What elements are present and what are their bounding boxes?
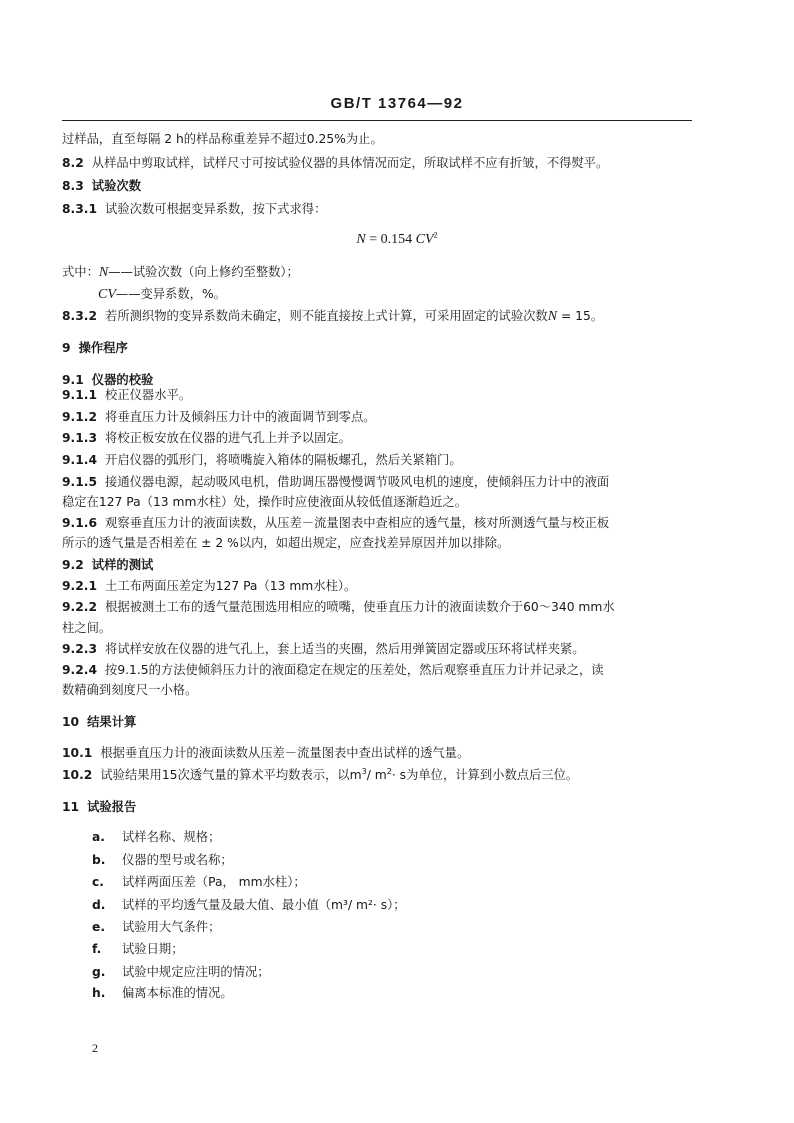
clause-text: 数精确到刻度尺一小格。 [62,683,198,697]
clause-number: 9.1.6 [62,516,98,530]
list-text: 试验中规定应注明的情况； [122,965,270,979]
list-text: 仪器的型号或名称； [122,853,233,867]
clause-9-1 [62,372,692,388]
clause-text: 观察垂直压力计的液面读数，从压差－流量图表中查相应的透气量，核对所测透气量与校正板 [105,516,610,530]
clause-text: 将垂直压力计及倾斜压力计中的液面调节到零点。 [105,410,376,424]
clause-10-1 [62,745,692,761]
clause-number: 10.1 [62,746,93,760]
list-text: 试样两面压差（Pa， mm水柱）； [122,875,306,889]
clause-number: 9.2 [62,558,84,572]
clause-text: 试验次数可根据变异系数，按下式求得： [105,202,327,216]
where-n-desc: ——试验次数（向上修约至整数）； [108,265,299,279]
list-letter: a. [92,830,105,844]
clause-9-2-4 [62,662,692,678]
formula-exponent: 2 [433,230,438,240]
sample-count-formula [0,232,794,248]
report-item-a [92,829,220,845]
report-item-e [92,919,220,935]
standard-code-header: GB/T 13764—92 [330,95,464,112]
clause-text: 稳定在127 Pa（13 mm水柱）处，操作时应使液面从较低值逐渐趋近之。 [62,495,468,509]
clause-text: 根据被测土工布的透气量范围选用相应的喷嘴，使垂直压力计的液面读数介于60～340 mm水 [105,600,615,614]
formula-where-n [62,264,692,281]
section-number: 9 [62,341,71,355]
where-cv-symbol: CV [98,287,116,302]
list-letter: e. [92,920,106,934]
report-item-f [92,941,184,957]
text-line [62,131,692,147]
clause-number: 9.1.3 [62,431,98,445]
clause-10-2 [62,767,692,783]
unit-exponent: 2 [386,766,392,776]
clause-text: 按9.1.5的方法使倾斜压力计的液面稳定在规定的压差处，然后观察垂直压力计并记录之，读 [105,663,604,677]
list-text: 试验用大气条件； [122,920,221,934]
list-letter: d. [92,898,106,912]
section-title: 试验报告 [87,800,137,814]
section-title: 结果计算 [87,715,137,729]
clause-8-3 [62,178,692,194]
clause-text: 将校正板安放在仪器的进气孔上并予以固定。 [105,431,351,445]
clause-9-1-3 [62,430,692,446]
clause-symbol: N [547,309,558,324]
clause-9-1-5 [62,474,692,490]
list-letter: f. [92,942,102,956]
clause-number: 9.2.1 [62,579,98,593]
clause-heading: 仪器的校验 [91,373,154,387]
list-text: 试验日期； [122,942,184,956]
formula-where-cv [98,286,728,303]
list-text: 偏离本标准的情况。 [122,986,233,1000]
clause-text-post: · s为单位，计算到小数点后三位。 [391,768,579,782]
line-text: 过样品，直至每隔 2 h的样品称重差异不超过0.25%为止。 [62,132,383,146]
header-rule [62,120,692,121]
clause-text-pre: 试验结果用15次透气量的算术平均数表示，以m [100,768,362,782]
clause-number: 9.1.4 [62,453,98,467]
clause-number: 9.2.4 [62,663,98,677]
clause-text: 根据垂直压力计的液面读数从压差－流量图表中查出试样的透气量。 [100,746,470,760]
list-letter: c. [92,875,104,889]
section-number: 11 [62,800,80,814]
clause-number: 8.2 [62,156,84,170]
section-11-heading [62,799,692,815]
clause-9-1-5-cont [62,494,692,510]
clause-number: 9.1.5 [62,475,98,489]
where-cv-desc: ——变异系数，%。 [115,287,226,301]
clause-8-3-1 [62,201,692,217]
clause-8-2 [62,155,692,171]
clause-number: 8.3 [62,179,84,193]
clause-9-2-4-cont [62,682,692,698]
formula-lhs: N [356,232,366,247]
clause-9-2-2 [62,599,692,615]
clause-text-mid: / m [366,768,387,782]
report-item-g [92,964,270,980]
report-item-c [92,874,306,890]
unit-exponent: 3 [361,766,367,776]
clause-text: 校正仪器水平。 [105,388,192,402]
section-9-heading [62,340,692,356]
section-title: 操作程序 [78,341,128,355]
list-letter: h. [92,986,106,1000]
formula-eq: = 0.154 [365,232,416,247]
clause-tail: = 15。 [557,309,604,323]
clause-9-1-1 [62,387,692,403]
clause-9-1-4 [62,452,692,468]
clause-text: 从样品中剪取试样，试样尺寸可按试验仪器的具体情况而定，所取试样不应有折皱，不得熨平。 [91,156,609,170]
clause-text: 开启仪器的弧形门，将喷嘴旋入箱体的隔板螺孔，然后关紧箱门。 [105,453,462,467]
list-letter: g. [92,965,106,979]
clause-number: 9.1.2 [62,410,98,424]
clause-number: 10.2 [62,768,93,782]
clause-heading: 试样的测试 [91,558,154,572]
clause-text: 将试样安放在仪器的进气孔上，套上适当的夹圈，然后用弹簧固定器或压环将试样夹紧。 [105,642,585,656]
clause-9-2-2-cont [62,620,692,636]
clause-9-2-1 [62,578,692,594]
clause-8-3-2 [62,308,692,325]
clause-text: 所示的透气量是否相差在 ± 2 %以内，如超出规定，应查找差异原因并加以排除。 [62,536,510,550]
clause-text: 土工布两面压差定为127 Pa（13 mm水柱）。 [105,579,357,593]
clause-number: 9.2.3 [62,642,98,656]
clause-heading: 试验次数 [91,179,141,193]
report-item-d [92,897,406,913]
list-text: 试样的平均透气量及最大值、最小值（m³/ m²· s）； [122,898,406,912]
section-10-heading [62,714,692,730]
list-letter: b. [92,853,106,867]
formula-var: CV [415,232,434,247]
section-number: 10 [62,715,80,729]
clause-9-1-2 [62,409,692,425]
clause-9-1-6-cont [62,535,692,551]
clause-number: 8.3.1 [62,202,98,216]
clause-number: 9.1 [62,373,84,387]
list-text: 试样名称、规格； [122,830,221,844]
clause-text: 若所测织物的变异系数尚未确定，则不能直接按上式计算，可采用固定的试验次数 [105,309,548,323]
clause-9-1-6 [62,515,692,531]
report-item-b [92,852,233,868]
clause-number: 9.2.2 [62,600,98,614]
page-number: 2 [92,1041,98,1055]
clause-number: 8.3.2 [62,309,98,323]
where-n-symbol: N [98,265,109,280]
where-lead: 式中： [62,265,99,279]
clause-number: 9.1.1 [62,388,98,402]
clause-9-2 [62,557,692,573]
clause-text: 接通仪器电源，起动吸风电机，借助调压器慢慢调节吸风电机的速度，使倾斜压力计中的液面 [105,475,610,489]
clause-9-2-3 [62,641,692,657]
report-item-h [92,985,233,1001]
clause-text: 柱之间。 [62,621,112,635]
